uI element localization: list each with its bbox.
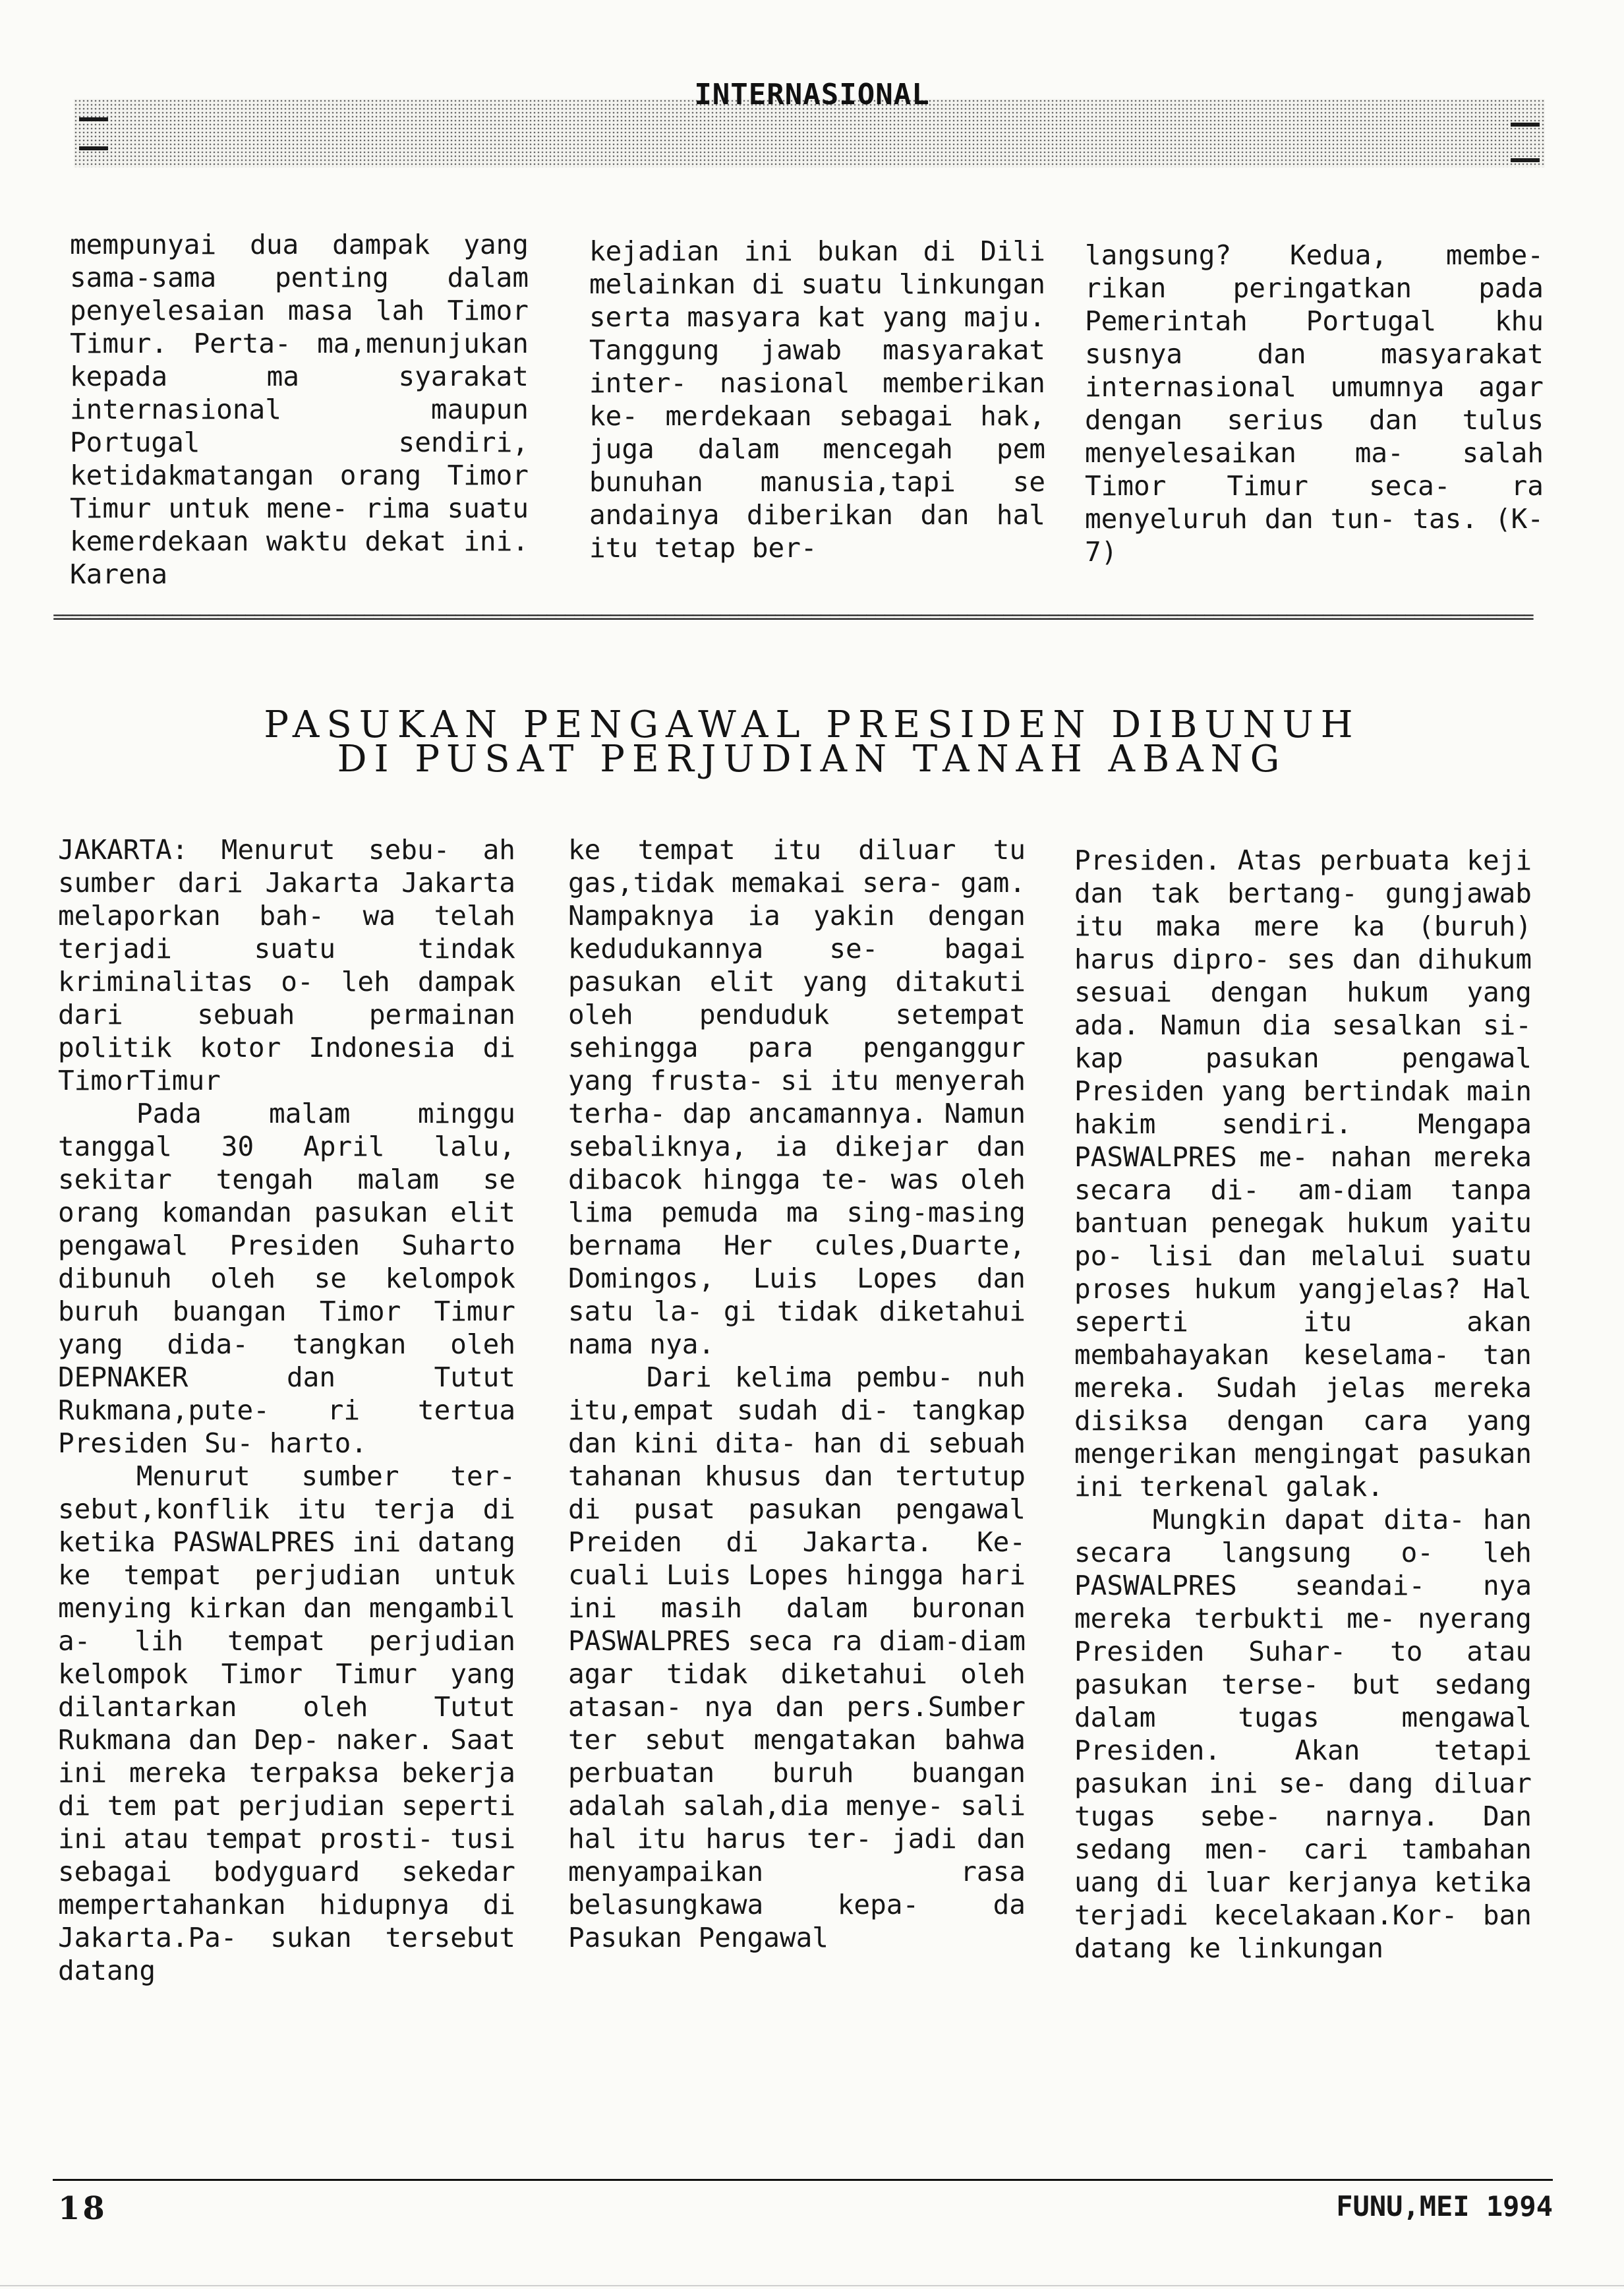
- article-column-3: [1074, 844, 1532, 1965]
- article-paragraph: Menurut sumber ter- sebut,konflik itu terja di ketika PASWALPRES ini datang ke tempat perjudian untuk menying kirkan dan mengambil a- lih tempat perjudian kelompok Timor Timur yang dilantarkan oleh Tutut Rukmana dan Dep- naker. Saat ini mereka terpaksa bekerja di tem pat perjudian seperti ini atau tempat prosti- tusi sebagai bodyguard sekedar mempertahankan hidupnya di Jakarta.Pa- sukan tersebut datang: [58, 1460, 515, 1986]
- section-header: [0, 0, 1624, 198]
- page-number: 18: [58, 2190, 107, 2227]
- header-dash-mark: [79, 117, 108, 121]
- article-paragraph: ke tempat itu diluar tu gas,tidak memakai sera- gam. Nampaknya ia yakin dengan kedudukannya se- bagai pasukan elit yang ditakuti oleh penduduk setempat sehingga para penganggur yang frusta- si itu menyerah terha- dap ancamannya. Namun sebaliknya, ia dikejar dan dibacok hingga te- was oleh lima pemuda ma sing-masing bernama Her cules,Duarte, Domingos, Luis Lopes dan satu la- gi tidak diketahui nama nya.: [568, 834, 1026, 1360]
- article-column-2: [568, 833, 1026, 1954]
- article-headline-line-1: PASUKAN PENGAWAL PRESIDEN DIBUNUH: [264, 703, 1360, 746]
- header-dash-mark: [79, 146, 108, 150]
- article-paragraph: Pada malam minggu tanggal 30 April lalu, sekitar tengah malam se orang komandan pasukan elit pengawal Presiden Suharto dibunuh oleh se kelompok buruh buangan Timor Timur yang dida- tangkan oleh DEPNAKER dan Tutut Rukmana,pute- ri tertua Presiden Su- harto.: [58, 1098, 515, 1459]
- scan-edge-line: [0, 2285, 1624, 2286]
- article-column-1: [58, 833, 515, 1987]
- article-paragraph: Dari kelima pembu- nuh itu,empat sudah di- tangkap dan kini dita- han di sebuah tahanan khusus dan tertutup di pusat pasukan pengawal Preiden di Jakarta. Ke- cuali Luis Lopes hingga hari ini masih dalam buronan PASWALPRES seca ra diam-diam agar tidak diketahui oleh atasan- nya dan pers.Sumber ter sebut mengatakan bahwa perbuatan buruh buangan adalah salah,dia menye- sali hal itu harus ter- jadi dan menyampaikan rasa belasungkawa kepa- da Pasukan Pengawal: [568, 1361, 1026, 1953]
- footer-rule: [53, 2179, 1553, 2181]
- prev-article-column-2: kejadian ini bukan di Dili melainkan di suatu linkungan serta masyara kat yang maju. Tanggung jawab masyarakat inter- nasional memberikan ke- merdekaan sebagai hak, juga dalam mencegah pem bunuhan manusia,tapi se andainya diberikan dan hal itu tetap ber-: [589, 235, 1045, 564]
- double-line-divider: ==================================================================================================================================================================: [53, 609, 1532, 625]
- article-paragraph: Presiden. Atas perbuata keji dan tak bertang- gungjawab itu maka mere ka (buruh) harus dipro- ses dan dihukum sesuai dengan hukum yang ada. Namun dia sesalkan si- kap pasukan pengawal Presiden yang bertindak main hakim sendiri. Mengapa PASWALPRES me- nahan mereka secara di- am-diam tanpa bantuan penegak hukum yaitu po- lisi dan melalui suatu proses hukum yangjelas? Hal seperti itu akan membahayakan keselama- tan mereka. Sudah jelas mereka disiksa dengan cara yang mengerikan mengingat pasukan ini terkenal galak.: [1074, 845, 1532, 1502]
- footer-issue: FUNU,MEI 1994: [1336, 2190, 1553, 2222]
- prev-article-column-1: mempunyai dua dampak yang sama-sama penting dalam penyelesaian masa lah Timor Timur. Perta- ma,menunjukan kepada ma syarakat internasional maupun Portugal sendiri, ketidakmatangan orang Timor Timur untuk mene- rima suatu kemerdekaan waktu dekat ini. Karena: [70, 229, 529, 590]
- article-paragraph: Mungkin dapat dita- han secara langsung o- leh PASWALPRES seandai- nya mereka terbukti me- nyerang Presiden Suhar- to atau pasukan terse- but sedang dalam tugas mengawal Presiden. Akan tetapi pasukan ini se- dang diluar tugas sebe- narnya. Dan sedang men- cari tambahan uang di luar kerjanya ketika terjadi kecelakaan.Kor- ban datang ke linkungan: [1074, 1504, 1532, 1964]
- article-headline-line-2: DI PUSAT PERJUDIAN TANAH ABANG: [337, 738, 1287, 781]
- article-paragraph: JAKARTA: Menurut sebu- ah sumber dari Jakarta Jakarta melaporkan bah- wa telah terjadi suatu tindak kriminalitas o- leh dampak dari sebuah permainan politik kotor Indonesia di TimorTimur: [58, 834, 515, 1096]
- header-dash-mark: [1511, 123, 1540, 127]
- header-dash-mark: [1511, 158, 1540, 162]
- section-title: INTERNASIONAL: [694, 78, 930, 111]
- prev-article-column-3: langsung? Kedua, membe- rikan peringatkan pada Pemerintah Portugal khu susnya dan masyarakat internasional umumnya agar dengan serius dan tulus menyelesaikan ma- salah Timor Timur seca- ra menyeluruh dan tun- tas. (K-7): [1085, 239, 1544, 568]
